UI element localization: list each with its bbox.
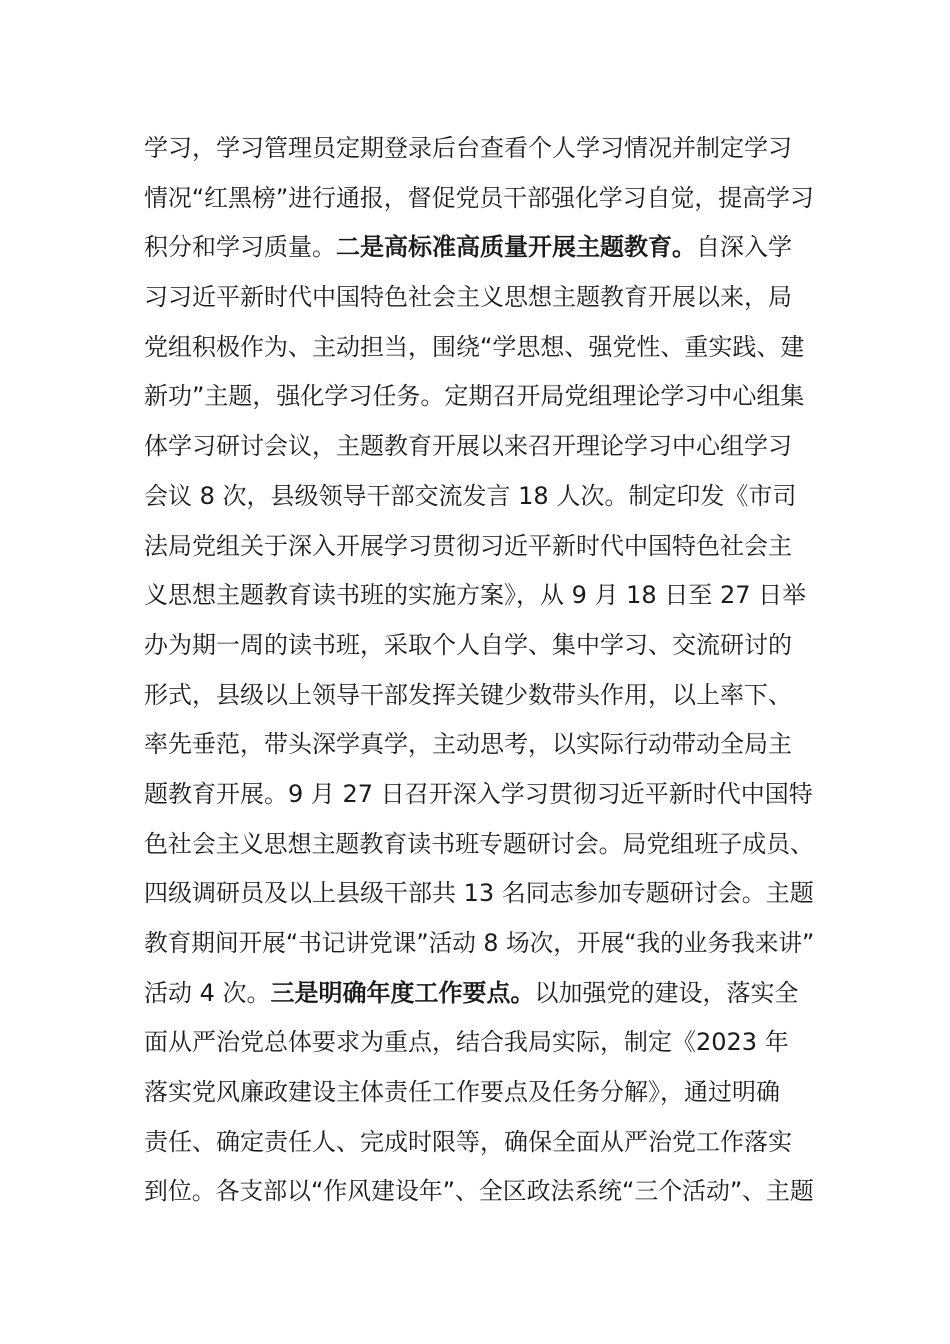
text-run: 义思想主题教育读书班的实施方案》，从 9 月 18 日至 27 日举 [144,581,807,610]
bold-heading-run: 二是高标准高质量开展主题教育。 [336,233,696,262]
text-run: 活动 4 次。 [144,978,271,1007]
text-run: 教育期间开展“书记讲党课”活动 8 场次，开展“我的业务我来讲” [144,929,815,957]
text-run: 法局党组关于深入开展学习贯彻习近平新时代中国特色社会主 [144,531,792,560]
text-line [144,869,814,919]
text-run: 题教育开展。9 月 27 日召开深入学习贯彻习近平新时代中国特 [144,779,813,808]
text-run: 新功”主题，强化学习任务。定期召开局党组理论学习中心组集 [144,382,805,411]
text-run: 情况“红黑榜”进行通报，督促党员干部强化学习自觉，提高学习 [144,183,814,212]
text-run: 落实党风廉政建设主体责任工作要点及任务分解》，通过明确 [144,1078,780,1107]
text-line [144,223,814,273]
text-line [144,671,814,721]
text-run: 办为期一周的读书班，采取个人自学、集中学习、交流研讨的 [144,630,792,659]
text-line [144,1068,814,1118]
text-line [144,770,814,820]
text-run: 体学习研讨会议，主题教育开展以来召开理论学习中心组学习 [144,432,792,461]
body-paragraph [144,124,814,1217]
text-line [144,1118,814,1168]
bold-heading-run: 三是明确年度工作要点。 [270,978,535,1007]
text-run: 责任、确定责任人、完成时限等，确保全面从严治党工作落实 [144,1127,792,1156]
text-line [144,522,814,572]
text-run: 积分和学习质量。 [144,233,336,262]
text-run: 学习，学习管理员定期登录后台查看个人学习情况并制定学习 [144,134,792,162]
text-run: 党组积极作为、主动担当，围绕“学思想、强党性、重实践、建 [144,332,805,361]
text-line [144,372,814,422]
text-line [144,621,814,671]
text-line [144,174,814,224]
text-run: 自深入学 [696,233,792,262]
text-line [144,969,814,1019]
text-line [144,1018,814,1068]
text-run: 到位。各支部以“作风建设年”、全区政法系统“三个活动”、主题 [144,1177,814,1206]
text-line [144,472,814,522]
text-run: 面从严治党总体要求为重点，结合我局实际，制定《2023 年 [144,1028,789,1057]
text-run: 会议 8 次，县级领导干部交流发言 18 人次。制定印发《市司 [144,481,797,510]
text-line [144,571,814,621]
text-run: 率先垂范，带头深学真学，主动思考，以实际行动带动全局主 [144,730,792,759]
text-line [144,820,812,870]
text-line [144,720,814,770]
text-line [144,124,814,174]
text-run: 四级调研员及以上县级干部共 13 名同志参加专题研讨会。主题 [144,879,814,908]
text-run: 形式，县级以上领导干部发挥关键少数带头作用，以上率下、 [144,680,792,709]
text-run: 以加强党的建设，落实全 [534,978,799,1007]
text-line [144,1167,814,1217]
text-line [144,273,814,323]
text-line [144,323,814,373]
text-run: 习习近平新时代中国特色社会主义思想主题教育开展以来，局 [144,283,792,312]
text-line [144,919,815,969]
text-line [144,422,814,472]
text-run: 色社会主义思想主题教育读书班专题研讨会。局党组班子成员、 [144,829,814,858]
